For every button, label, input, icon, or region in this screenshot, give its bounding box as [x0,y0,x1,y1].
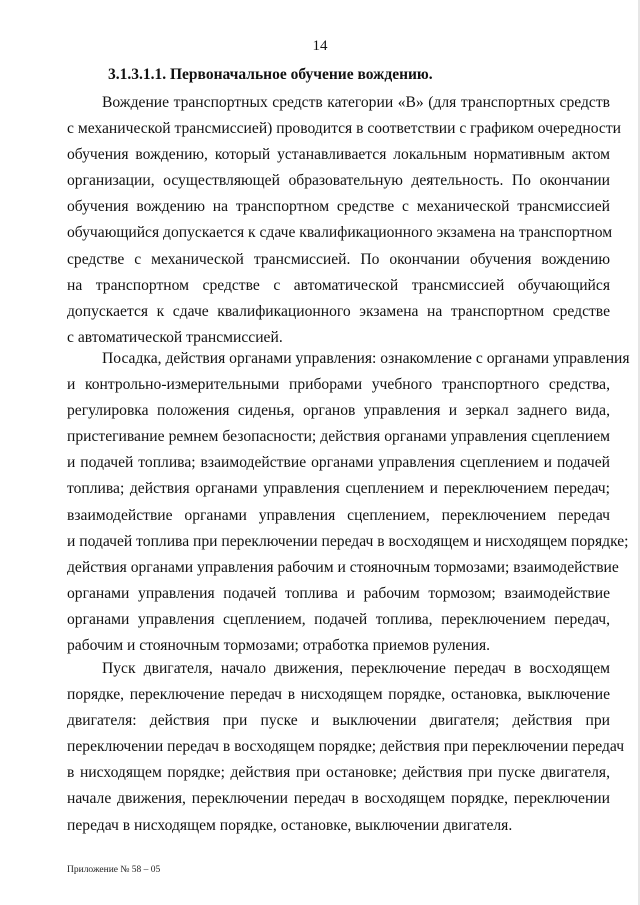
text-line: пристегивание ремнем безопасности; действия органами управления сцеплением [67,428,610,446]
text-line: взаимодействие органами управления сцеплением, переключением передач [67,506,610,524]
text-line: действия органами управления рабочим и стояночным тормозами; взаимодействие [67,558,619,576]
text-line: переключении передач в восходящем порядке; действия при переключении передач [67,738,625,756]
text-line: Пуск двигателя, начало движения, переключение передач в восходящем [102,660,610,677]
text-line: начале движения, переключении передач в восходящем порядке, переключении [67,790,610,808]
text-line: рабочим и стояночным тормозами; отработка приемов руления. [67,637,491,655]
paragraph-3 [67,656,625,839]
text-line: и контрольно-измерительными приборами учебного транспортного средства, [67,376,610,394]
text-line: органами управления подачей топлива и рабочим тормозом; взаимодействие [67,584,610,602]
paragraph-1 [67,90,621,351]
text-line: допускается к сдаче квалификационного экзамена на транспортном средстве [67,302,610,320]
text-line: организации, осуществляющей образовательную деятельность. По окончании [67,172,610,190]
text-line: обучения вождению, который устанавливается локальным нормативным актом [67,146,610,164]
text-line: на транспортном средстве с автоматической трансмиссией обучающийся [67,276,610,294]
text-line: топлива; действия органами управления сцеплением и переключением передач; [67,480,610,498]
page-number: 14 [312,38,328,54]
footer-note: Приложение № 58 – 05 [67,865,161,875]
text-line: и подачей топлива при переключении передач в восходящем и нисходящем порядке; [67,532,629,550]
text-line: Посадка, действия органами управления: ознакомление с органами управления [102,350,630,367]
text-line: двигателя: действия при пуске и выключении двигателя; действия при [67,712,610,730]
text-line: с механической трансмиссией) проводится в соответствии с графиком очередности [67,120,621,138]
text-line: обучения вождению на транспортном средстве с механической трансмиссией [67,198,610,216]
text-line: Вождение транспортных средств категории «В» (для транспортных средств [102,94,610,111]
text-line: в нисходящем порядке; действия при остановке; действия при пуске двигателя, [67,764,610,782]
text-line: с автоматической трансмиссией. [67,328,283,346]
text-line: органами управления сцеплением, подачей топлива, переключением передач, [67,610,610,628]
text-line: и подачей топлива; взаимодействие органами управления сцеплением и подачей [67,454,610,472]
paragraph-2 [67,346,630,659]
text-line: регулировка положения сиденья, органов управления и зеркал заднего вида, [67,402,610,420]
section-heading: 3.1.3.1.1. Первоначальное обучение вождению. [108,66,433,83]
text-line: средстве с механической трансмиссией. По окончании обучения вождению [67,250,610,268]
text-line: передач в нисходящем порядке, остановке, выключении двигателя. [67,816,513,834]
text-line: обучающийся допускается к сдаче квалификационного экзамена на транспортном [67,224,613,242]
text-line: порядке, переключение передач в нисходящем порядке, остановка, выключение [67,686,610,704]
